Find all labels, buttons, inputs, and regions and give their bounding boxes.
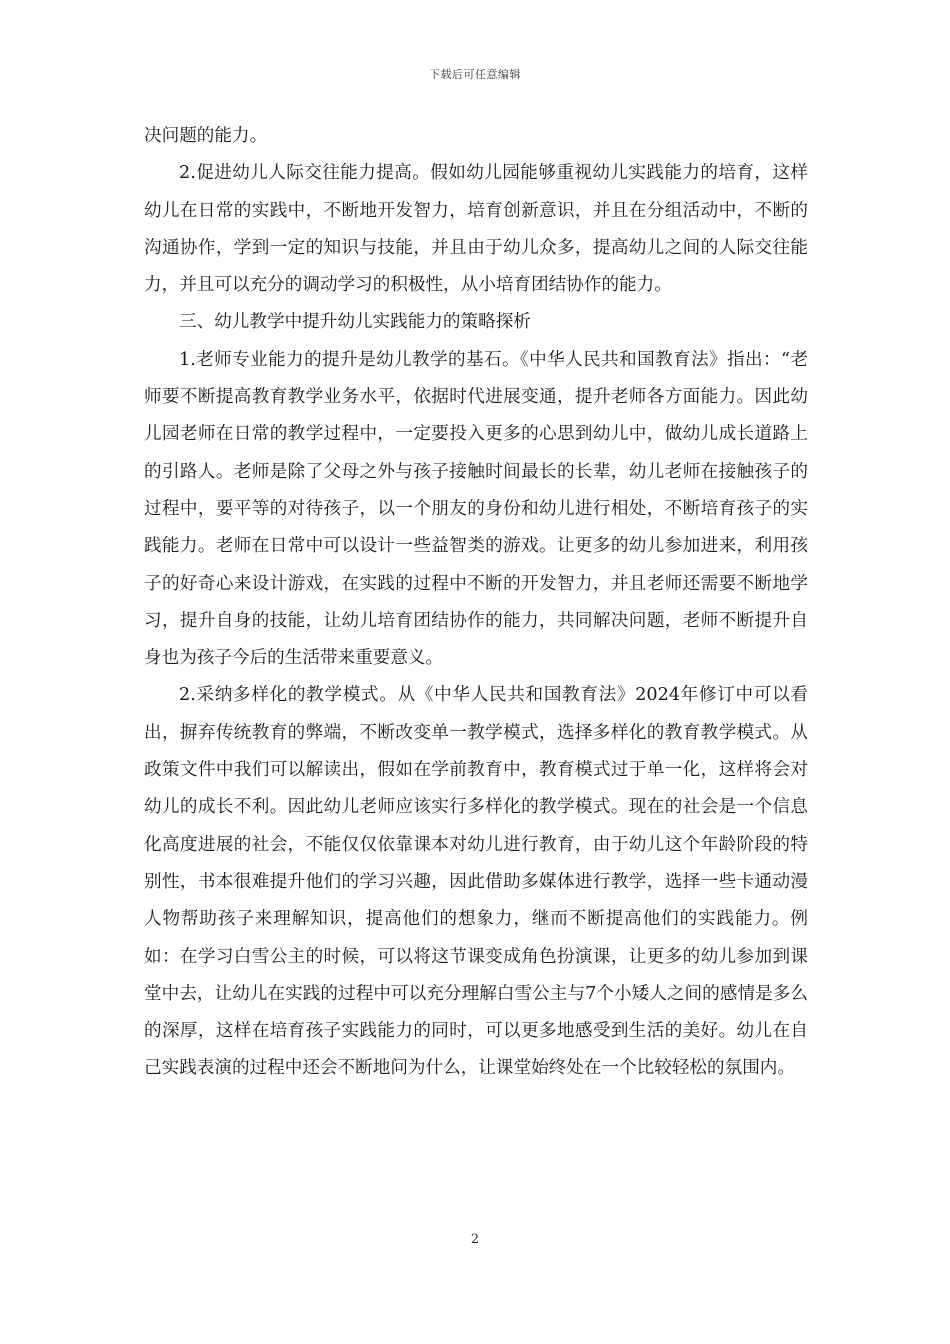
section-heading-strategies: 三、幼儿教学中提升幼儿实践能力的策略探析 — [179, 312, 531, 333]
paragraph-teaching-modes: 2.采纳多样化的教学模式。从《中华人民共和国教育法》2024年修订中可以看出，摒弃传统教育的弊端，不断改变单一教学模式，选择多样化的教育教学模式。从政策文件中我们可以解读出，假如在学前教育中，教育模式过于单一化，这样将会对幼儿的成长不利。因此幼儿老师应该实行多样化的教学模式。现在的社会是一个信息化高度进展的社会，不能仅仅依靠课本对幼儿进行教育，由于幼儿这个年龄阶段的特别性，书本很难提升他们的学习兴趣，因此借助多媒体进行教学，选择一些卡通动漫人物帮助孩子来理解知识，提高他们的想象力，继而不断提高他们的实践能力。例如：在学习白雪公主的时候，可以将这节课变成角色扮演课，让更多的幼儿参加到课堂中去，让幼儿在实践的过程中可以充分理解白雪公主与7个小矮人之间的感情是多么的深厚，这样在培育孩子实践能力的同时，可以更多地感受到生活的美好。幼儿在自己实践表演的过程中还会不断地问为什么，让课堂始终处在一个比较轻松的氛围内。 — [144, 685, 808, 1079]
paragraph-continuation: 决问题的能力。 — [144, 126, 268, 146]
document-body — [144, 118, 808, 1088]
page-header: 下载后可任意编辑 — [429, 68, 521, 81]
paragraph-teacher-ability: 1.老师专业能力的提升是幼儿教学的基石。《中华人民共和国教育法》指出：“老师要不断提高教育教学业务水平，依据时代进展变通，提升老师各方面能力。因此幼儿园老师在日常的教学过程中，一定要投入更多的心思到幼儿中，做幼儿成长道路上的引路人。老师是除了父母之外与孩子接触时间最长的长辈，幼儿老师在接触孩子的过程中，要平等的对待孩子，以一个朋友的身份和幼儿进行相处，不断培育孩子的实践能力。老师在日常中可以设计一些益智类的游戏。让更多的幼儿参加进来，利用孩子的好奇心来设计游戏，在实践的过程中不断的开发智力，并且老师还需要不断地学习，提升自身的技能，让幼儿培育团结协作的能力，共同解决问题，老师不断提升自身也为孩子今后的生活带来重要意义。 — [144, 349, 808, 669]
paragraph-interpersonal-skills: 2.促进幼儿人际交往能力提高。假如幼儿园能够重视幼儿实践能力的培育，这样幼儿在日常的实践中，不断地开发智力，培育创新意识，并且在分组活动中，不断的沟通协作，学到一定的知识与技能，并且由于幼儿众多，提高幼儿之间的人际交往能力，并且可以充分的调动学习的积极性，从小培育团结协作的能力。 — [144, 163, 808, 296]
page-number: 2 — [470, 1232, 480, 1247]
